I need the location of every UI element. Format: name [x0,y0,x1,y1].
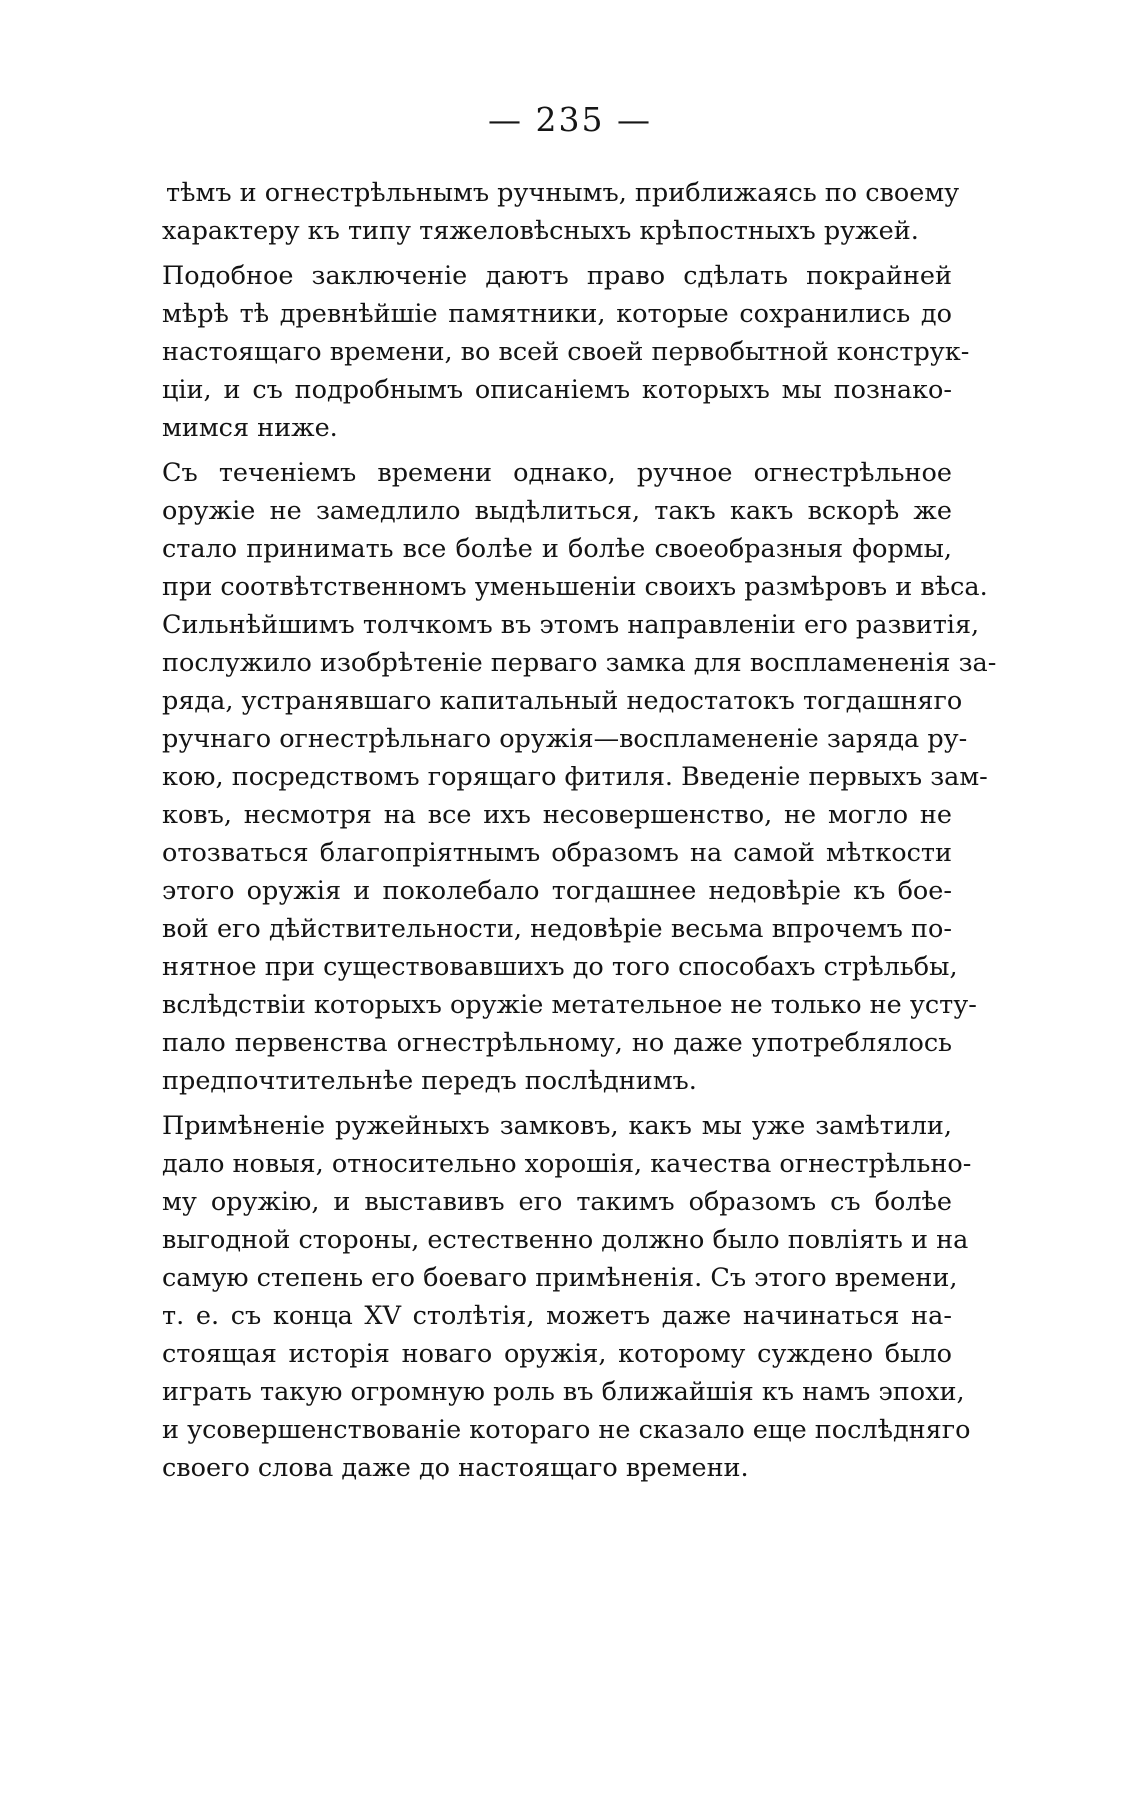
text-line: ручнаго огнестрѣльнаго оружія—воспламененіе заряда ру- [162,724,968,754]
text-line: послужило изобрѣтеніе перваго замка для воспламененія за- [162,648,997,678]
text-line: пало первенства огнестрѣльному, но даже употреблялось [162,1028,952,1058]
text-line: при соотвѣтственномъ уменьшеніи своихъ размѣровъ и вѣса. [162,572,988,602]
text-line: настоящаго времени, во всей своей первобытной конструк- [162,337,970,367]
text-line: своего слова даже до настоящаго времени. [162,1453,749,1483]
text-line: Съ теченіемъ времени однако, ручное огнестрѣльное [162,458,952,488]
paragraph-2 [162,257,970,447]
paragraph-1 [162,174,960,250]
text-line: му оружію, и выставивъ его такимъ образомъ съ болѣе [162,1187,952,1217]
text-line: ковъ, несмотря на все ихъ несовершенство, не могло не [162,800,952,830]
text-line: кою, посредствомъ горящаго фитиля. Введеніе первыхъ зам- [162,762,988,792]
text-line: Примѣненіе ружейныхъ замковъ, какъ мы уже замѣтили, [162,1111,952,1141]
text-line: этого оружія и поколебало тогдашнее недовѣріе къ бое- [162,876,952,906]
text-line: дало новыя, относительно хорошія, качества огнестрѣльно- [162,1149,972,1179]
body-text [162,174,997,1494]
text-line: Сильнѣйшимъ толчкомъ въ этомъ направленіи его развитія, [162,610,980,640]
text-line: вой его дѣйствительности, недовѣріе весьма впрочемъ по- [162,914,952,944]
text-line: отозваться благопріятнымъ образомъ на самой мѣткости [162,838,952,868]
text-line: тѣмъ и огнестрѣльнымъ ручнымъ, приближаясь по своему [166,178,960,208]
paragraph-3 [162,454,997,1100]
page-number: — 235 — [488,100,652,139]
text-line: самую степень его боеваго примѣненія. Съ этого времени, [162,1263,958,1293]
paragraph-4 [162,1107,972,1487]
text-line: играть такую огромную роль въ ближайшія къ намъ эпохи, [162,1377,965,1407]
text-line: нятное при существовавшихъ до того способахъ стрѣльбы, [162,952,958,982]
text-line: оружіе не замедлило выдѣлиться, такъ какъ вскорѣ же [162,496,952,526]
text-line: вслѣдствіи которыхъ оружіе метательное не только не усту- [162,990,977,1020]
text-line: мимся ниже. [162,413,338,443]
text-line: ряда, устранявшаго капитальный недостатокъ тогдашняго [162,686,963,716]
text-line: характеру къ типу тяжеловѣсныхъ крѣпостныхъ ружей. [162,216,919,246]
text-line: мѣрѣ тѣ древнѣйшіе памятники, которые сохранились до [162,299,952,329]
text-line: Подобное заключеніе даютъ право сдѣлать покрайней [162,261,952,291]
text-line: и усовершенствованіе котораго не сказало еще послѣдняго [162,1415,971,1445]
text-line: стоящая исторія новаго оружія, которому суждено было [162,1339,952,1369]
text-line: предпочтительнѣе передъ послѣднимъ. [162,1066,697,1096]
text-line: выгодной стороны, естественно должно было повліять и на [162,1225,969,1255]
text-line: стало принимать все болѣе и болѣе своеобразныя формы, [162,534,952,564]
text-line: ціи, и съ подробнымъ описаніемъ которыхъ мы познако- [162,375,952,405]
text-line: т. е. съ конца XV столѣтія, можетъ даже начинаться на- [162,1301,952,1331]
